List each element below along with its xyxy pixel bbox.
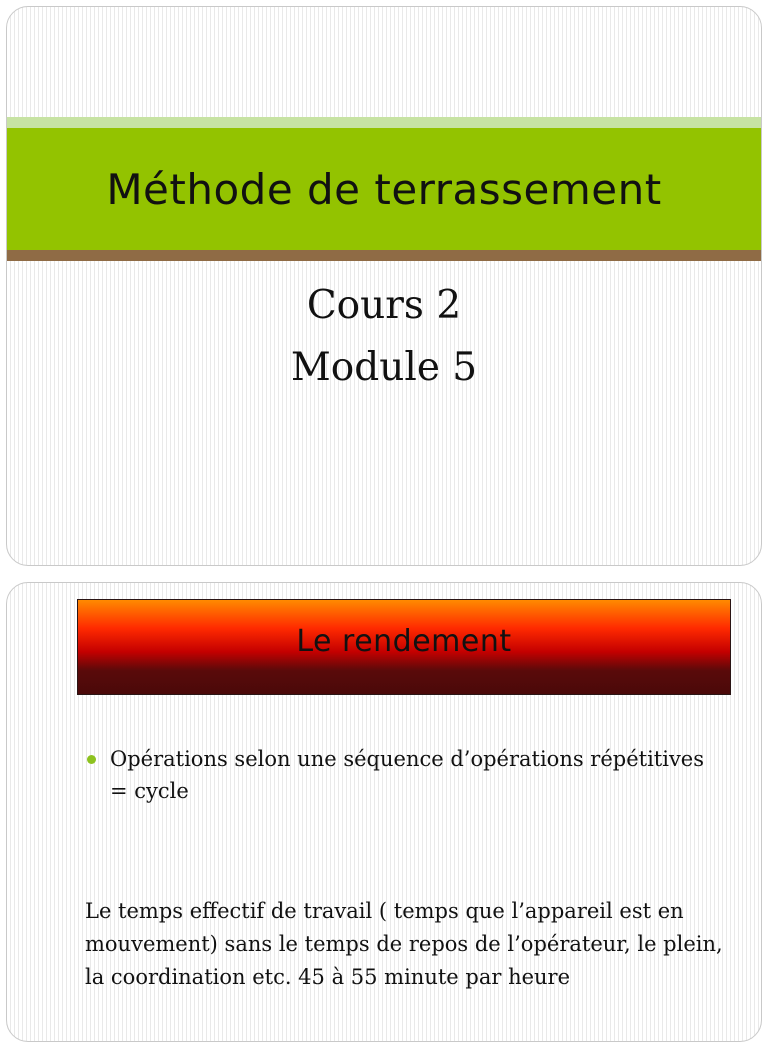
bullet-list-item bbox=[87, 743, 727, 807]
body-paragraph: Le temps effectif de travail ( temps que l’appareil est en mouvement) sans le temps de repos de l’opérateur, le plein, la coordination etc. 45 à 55 minute par heure bbox=[85, 899, 723, 989]
title-band-light bbox=[7, 117, 761, 128]
bullet-text: Opérations selon une séquence d’opérations répétitives = cycle bbox=[110, 747, 705, 803]
slide-title bbox=[6, 6, 762, 566]
subtitle-line-course: Cours 2 bbox=[306, 283, 462, 328]
slide-subtitle bbox=[7, 275, 761, 399]
subtitle-line-module: Module 5 bbox=[290, 345, 478, 390]
content-title-text: Le rendement bbox=[296, 623, 512, 659]
slide-title-text: Méthode de terrassement bbox=[106, 164, 662, 214]
bullet-icon bbox=[87, 755, 96, 764]
title-band bbox=[7, 128, 761, 250]
slide-content bbox=[6, 582, 762, 1042]
content-title-box bbox=[77, 599, 731, 695]
title-band-bottom-rule bbox=[7, 250, 761, 261]
